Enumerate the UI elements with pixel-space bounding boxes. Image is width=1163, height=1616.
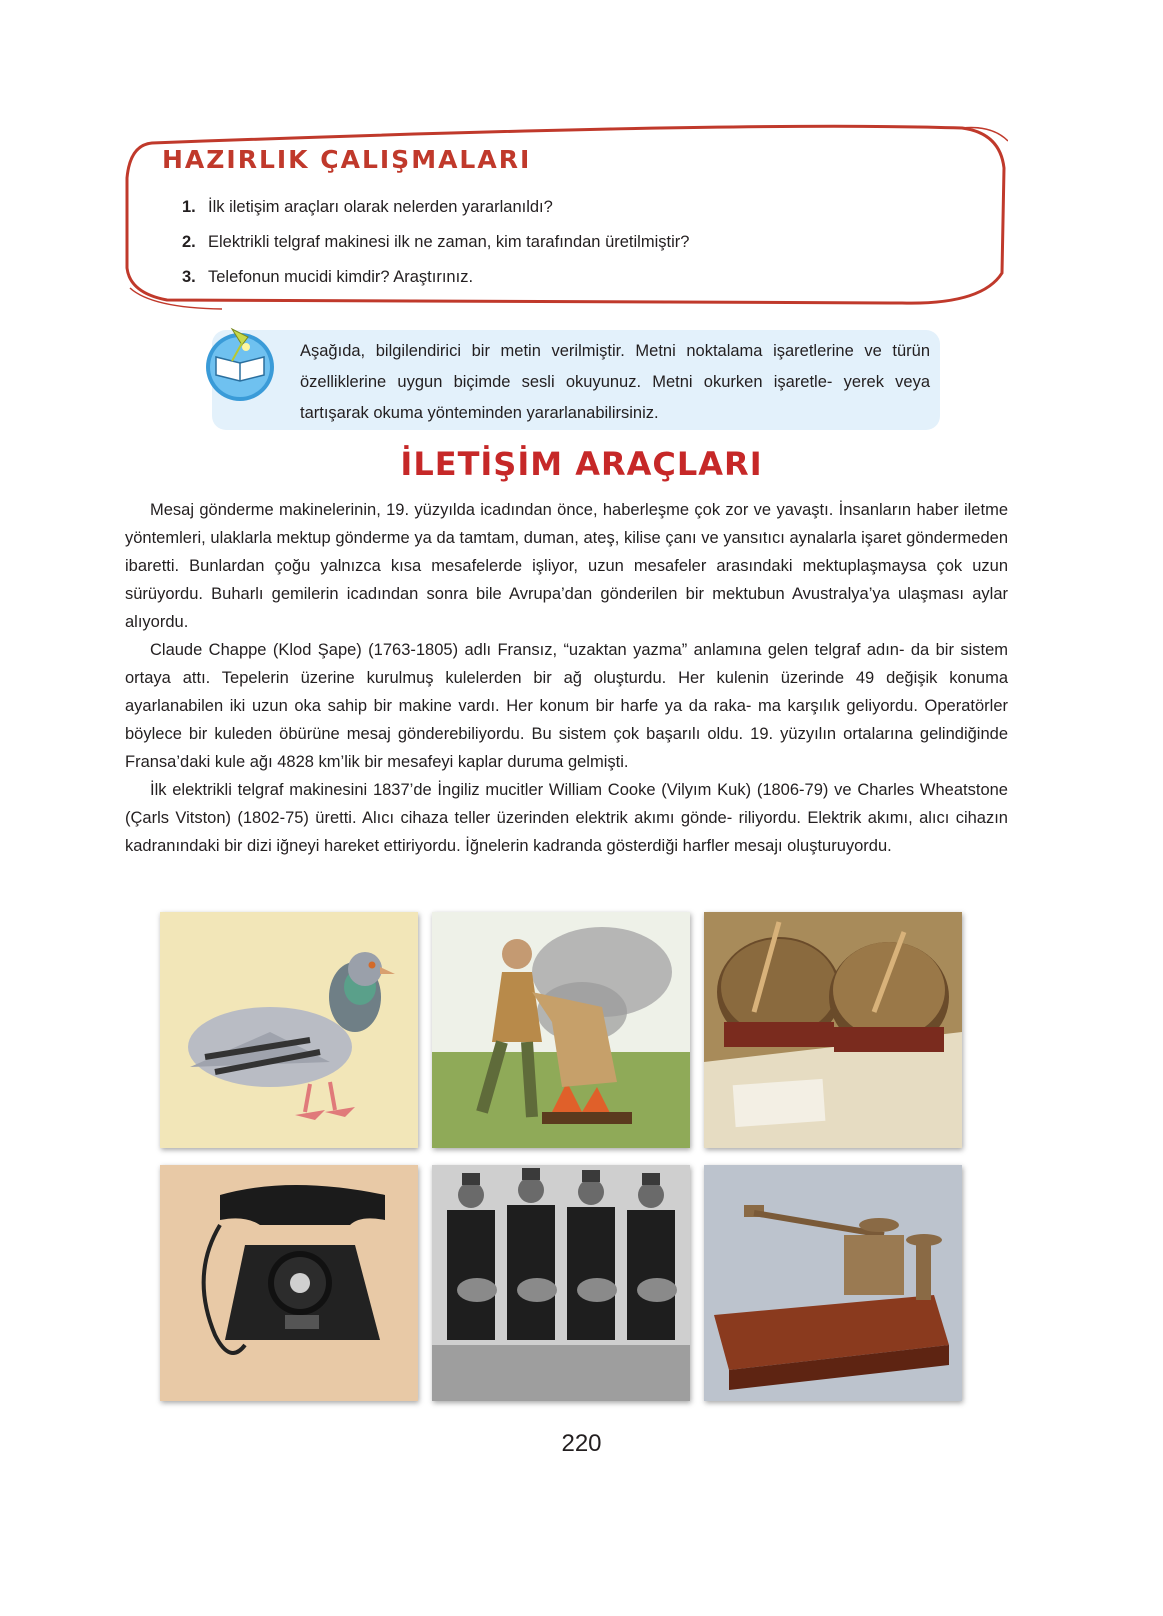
paragraph: Claude Chappe (Klod Şape) (1763-1805) adlı Fransız, “uzaktan yazma” anlamına gelen telgraf adın- da bir sistem ortaya attı. Tepelerin üzerine kurulmuş kulelerden bir ağ oluşturdu. Her kulenin üzerinde 49 değişik konuma ayarlanabilen iki uzun oka sahip bir makine vardı. Her konum bir harfe ya da raka- ma karşılık geliyordu. Operatörler böylece bir kuleden öbürüne mesaj gönderebiliyordu. Bu sistem çok başarılı oldu. 19. yüzyılın ortalarına gelindiğinde Fransa’daki kule ağı 4828 km’lik bir mesafeyi kaplar duruma gelmişti. xyxy=(125,641,1008,771)
reading-lamp-book-icon xyxy=(202,323,282,403)
question-item xyxy=(182,268,689,303)
paragraph: Mesaj gönderme makinelerinin, 19. yüzyılda icadından önce, haberleşme çok zor ve yavaştı. İnsanların haber iletme yöntemleri, ulaklarla mektup gönderme ya da tamtam, duman, ateş, kilise çanı ve yansıtıcı aynalarla işaret göndermeden ibaretti. Bunlardan çoğu yalnızca kısa mesafelerde işliyor, uzun mesafeler arasındaki mektuplaşmaysa çok uzun sürüyordu. Buharlı gemilerin icadından sonra bile Avrupa’dan gönderilen bir mektubun Avustralya’ya ulaşması aylar alıyordu. xyxy=(125,501,1008,631)
postmen-photo xyxy=(432,1165,690,1401)
rotary-telephone-image xyxy=(160,1165,418,1401)
tamtam-drums-image xyxy=(704,912,962,1148)
preparation-title: HAZIRLIK ÇALIŞMALARI xyxy=(162,145,532,174)
article-title: İLETİŞİM ARAÇLARI xyxy=(400,445,763,483)
question-text: Telefonun mucidi kimdir? Araştırınız. xyxy=(208,268,474,286)
preparation-box xyxy=(122,123,1008,313)
question-number: 3. xyxy=(182,268,196,286)
question-text: Elektrikli telgraf makinesi ilk ne zaman, kim tarafından üretilmiştir? xyxy=(208,233,690,251)
question-text: İlk iletişim araçları olarak nelerden yararlanıldı? xyxy=(208,198,553,216)
question-item xyxy=(182,198,689,233)
article-body xyxy=(125,496,1008,860)
preparation-questions xyxy=(182,198,689,303)
telegraph-key-image xyxy=(704,1165,962,1401)
question-number: 2. xyxy=(182,233,196,251)
reading-note-text: Aşağıda, bilgilendirici bir metin verilmiştir. Metni noktalama işaretlerine ve türün özelliklerine uygun biçimde sesli okuyunuz. Metni okurken işaretle- yerek veya tartışarak okuma yönteminden yararlanabilirsiniz. xyxy=(300,342,930,422)
page-number: 220 xyxy=(561,1430,602,1457)
pigeon-image xyxy=(160,912,418,1148)
paragraph: İlk elektrikli telgraf makinesini 1837’de İngiliz mucitler William Cooke (Vilyım Kuk) (1806-79) ve Charles Wheatstone (Çarls Vitston) (1802-75) üretti. Alıcı cihaza teller üzerinden elektrik akımı gönde- riliyordu. Elektrik akımı, alıcı cihazın kadranındaki bir dizi iğneyi hareket ettiriyordu. İğnelerin kadranda gösterdiği harfler mesajı oluşturuyordu. xyxy=(125,781,1008,855)
reading-note xyxy=(212,330,940,430)
question-number: 1. xyxy=(182,198,196,216)
question-item xyxy=(182,233,689,268)
smoke-signal-image xyxy=(432,912,690,1148)
